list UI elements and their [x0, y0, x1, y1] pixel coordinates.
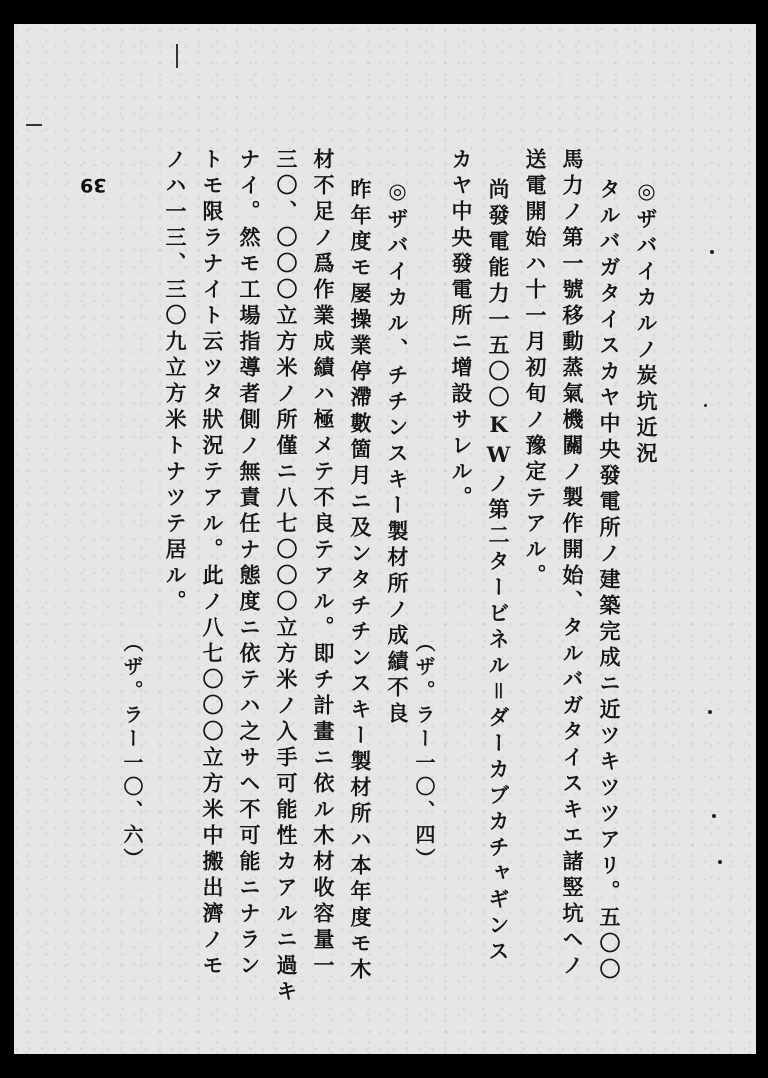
article-1-line-5: カヤ中央發電所ニ增設サレル。	[449, 148, 474, 512]
article-2-line-1: 昨年度モ屡操業停滯數箇月ニ及ンタチチンスキー製材所ハ本年度モ木	[348, 178, 373, 984]
scan-speck	[712, 814, 716, 818]
scan-speck	[708, 710, 712, 714]
scan-speck	[710, 250, 714, 254]
article-1-title: ◎ザバイカルノ炭坑近況	[634, 178, 659, 468]
article-2-title: ◎ザバイカル、チチンスキー製材所ノ成績不良	[385, 178, 410, 728]
scan-speck	[718, 860, 722, 864]
margin-mark	[176, 44, 178, 68]
article-1-line-4: 尚發電能力一五〇〇KWノ第二タービネル＝ダーカブカチャギンス	[486, 178, 511, 966]
article-2-line-6: ノハ一三、三〇九立方米トナツテ居ル。	[163, 148, 188, 616]
scan-speck	[704, 404, 707, 407]
article-1-source: （ザ。ラー一〇、六）	[120, 632, 144, 872]
document-page	[14, 24, 756, 1054]
article-1-line-3: 送電開始ハ十一月初旬ノ豫定テアル。	[523, 148, 548, 590]
article-2-line-3: 三〇、〇〇〇立方米ノ所僅ニ八七〇〇〇立方米ノ入手可能性カアルニ過キ	[274, 148, 299, 1006]
article-1-line-2: 馬力ノ第一號移動蒸氣機關ノ製作開始、タルバガタイスキエ諸竪坑ヘノ	[560, 148, 585, 980]
margin-mark	[26, 124, 42, 126]
article-2-source: （ザ。ラー一〇、四）	[412, 632, 436, 872]
article-2-line-4: ナイ。然モ工場指導者側ノ無責任ナ態度ニ依テハ之サヘ不可能ニナラン	[237, 148, 262, 980]
article-2-line-2: 材不足ノ爲作業成績ハ極メテ不良テアル。即チ計畫ニ依ル木材收容量一	[311, 148, 336, 980]
page-number: 39	[80, 174, 107, 196]
article-2-line-5: トモ限ラナイト云ツタ狀況テアル。此ノ八七〇〇〇立方米中搬出濟ノモ	[200, 148, 225, 980]
article-1-line-1: タルバガタイスカヤ中央發電所ノ建築完成ニ近ツキツツアリ。五〇〇	[597, 178, 622, 984]
